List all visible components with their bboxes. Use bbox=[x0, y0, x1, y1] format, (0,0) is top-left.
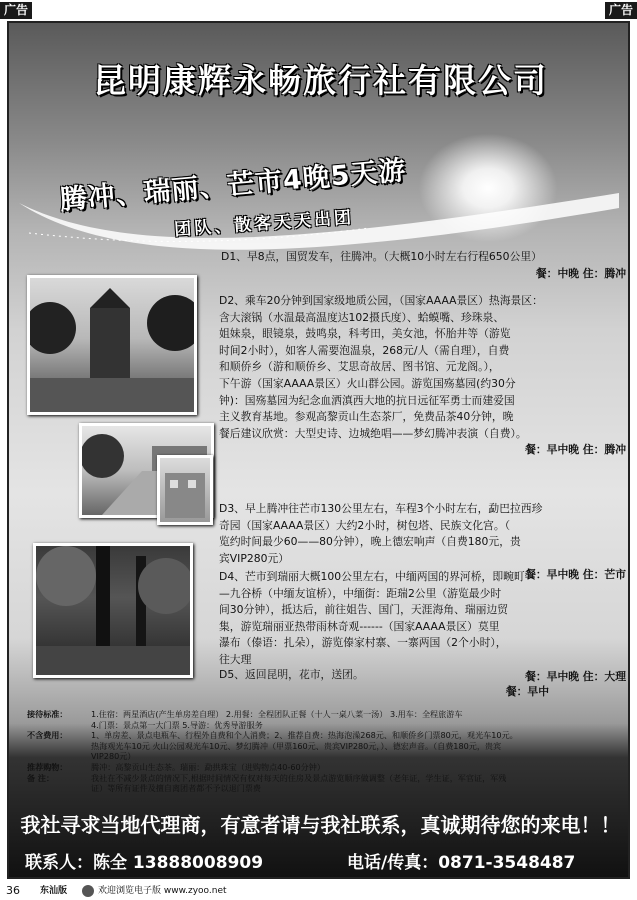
page-number: 36 bbox=[6, 884, 20, 897]
term-label: 接待标准： bbox=[27, 709, 68, 719]
term-row-shopping bbox=[27, 762, 627, 773]
term-line: 证）等所有证件及擅自离团者都不予以退门票费 bbox=[91, 783, 261, 794]
term-line: 我社在不减少景点的情况下,根据时间情况有权对每天的住房及景点游览顺序做调整（老年证，学生证，军官证，军残 bbox=[91, 772, 507, 783]
term-row-notes bbox=[27, 773, 627, 794]
day-2-line: 和顺侨乡（游和顺侨乡、艾思奇故居、图书馆、元龙阁。）， bbox=[219, 360, 500, 374]
day-4-line: 间30分钟），抵达后，前往姐告、国门，天涯海角、瑞丽边贸 bbox=[219, 603, 509, 617]
day-4-line: D4、芒市到瑞丽大概100公里左右，中缅两国的界河桥，即畹町— bbox=[219, 570, 536, 583]
day-4-line: 瀑布（傣语：扎朵），游览傣家村寨、一寨两国（2个小时）， bbox=[219, 636, 507, 650]
agent-recruitment-slogan: 我社寻求当地代理商，有意者请与我社联系，真诚期待您的来电！！ bbox=[20, 813, 621, 837]
contact-person: 联系人：陈全 13888008909 bbox=[25, 853, 264, 873]
term-line: 1.住宿：两星酒店(产生单房差自理） 2.用餐：全程团队正餐（十人一桌八菜一汤） 3.用车：全程旅游车 bbox=[91, 709, 463, 719]
day-3-line: 宾VIP280元） bbox=[219, 551, 290, 565]
advertisement-panel bbox=[7, 21, 630, 879]
tour-terms bbox=[27, 709, 627, 794]
day-3-line: 览约时间最少60——80分钟），晚上德宏响声（自费180元，贵 bbox=[219, 535, 521, 549]
day-2-line: D2、乘车20分钟到国家级地质公园，（国家AAAA景区）热海景区： bbox=[219, 294, 543, 307]
day-3-line: 奇园（国家AAAA景区）大约2小时，树包塔、民族文化宫。（ bbox=[219, 518, 511, 532]
day-1-line: D1、早8点，国贸发车，往腾冲。（大概10小时左右行程650公里） bbox=[221, 250, 542, 263]
day-4-line: —九谷桥（中缅友谊桥），中缅街：距瑞2公里（游览最少时 bbox=[219, 586, 502, 600]
itinerary-day-5 bbox=[219, 667, 549, 700]
page-footer bbox=[0, 882, 637, 900]
term-text bbox=[91, 773, 627, 794]
contact-phone-fax: 电话/传真：0871-3548487 bbox=[347, 853, 576, 873]
term-label: 备 注： bbox=[27, 772, 55, 783]
term-label: 不含费用： bbox=[27, 730, 68, 741]
day-3-line: D3、早上腾冲往芒市130公里左右，车程3个小时左右，勐巴拉西珍 bbox=[219, 502, 543, 515]
day-1-meals: 餐：中晚 住：腾冲 bbox=[535, 266, 626, 280]
day-5-line: D5、返回昆明，花市，送团。 bbox=[219, 668, 364, 681]
day-2-line: 时间2小时），如客人需要泡温泉，268元/人（需自理），自费 bbox=[219, 343, 510, 357]
term-text bbox=[91, 762, 627, 773]
term-line: 1、单房差、景点电瓶车、行程外自费和个人消费；2、推荐自费：热海泡澡268元、和顺侨乡门票80元，观光车10元。 bbox=[91, 730, 518, 741]
publication-logo-icon bbox=[82, 885, 94, 897]
contact-qq bbox=[414, 873, 566, 879]
itinerary-day-2 bbox=[219, 293, 626, 459]
photo-rainforest bbox=[33, 543, 193, 678]
day-2-line: 餐后建议欣赏：大型史诗、边城绝唱——梦幻腾冲表演（自费）。 bbox=[219, 426, 527, 440]
tour-subtitle: 团队、散客天天出团 bbox=[173, 207, 355, 241]
photo-temple bbox=[27, 275, 197, 415]
day-4-line: 集，游览瑞丽亚热带雨林奇观------（国家AAAA景区）莫里 bbox=[219, 619, 500, 633]
website-link[interactable]: 欢迎浏览电子版 www.zyoo.net bbox=[98, 886, 227, 896]
tour-route-title: 腾冲、瑞丽、芒市4晚5天游 bbox=[58, 154, 408, 217]
term-line: 热海观光车10元 火山公园观光车10元、梦幻腾冲（甲票160元、贵宾VIP280元，）、德宏声音。（自费180元，贵宾 bbox=[91, 740, 502, 751]
day-2-line: 钟)：国殇墓园为纪念血洒滇西大地的抗日远征军勇士而建爱国 bbox=[219, 393, 515, 407]
term-row-standards bbox=[27, 709, 627, 730]
ad-tag-right: 广告 bbox=[605, 2, 637, 19]
day-4-line: 往大理 bbox=[219, 652, 252, 666]
term-line: 4.门票：景点第一大门票 5.导游：优秀导游服务 bbox=[91, 719, 263, 730]
ad-tag-left: 广告 bbox=[0, 2, 32, 19]
day-2-line: 含大滚锅（水温最高温度达102摄氏度）、蛤蟆嘴、珍珠泉、 bbox=[219, 310, 505, 324]
day-2-line: 姐妹泉，眼镜泉，鼓鸣泉，科考田，美女池，怀胎井等（游览 bbox=[219, 327, 511, 341]
term-text bbox=[91, 730, 627, 762]
term-row-excluded bbox=[27, 730, 627, 762]
term-label: 推荐购物： bbox=[27, 761, 68, 772]
contact-dispatcher bbox=[25, 873, 259, 879]
day-4-meals: 餐：早中晚 住：大理 bbox=[525, 669, 626, 683]
term-text bbox=[91, 709, 627, 730]
day-2-line: 主义教育基地。参观高黎贡山生态茶厂，免费品茶40分钟，晚 bbox=[219, 410, 514, 424]
day-3-meals: 餐：早中晚 住：芒市 bbox=[525, 568, 626, 582]
term-line: 腾冲：高黎贡山生态茶。瑞丽：勐拱珠宝（进购物点40-60分钟） bbox=[91, 761, 325, 772]
photo-building bbox=[157, 455, 213, 525]
company-name: 昆明康辉永畅旅行社有限公司 bbox=[93, 61, 548, 100]
day-2-line: 下午游（国家AAAA景区）火山群公园。游览国殇墓园(约30分 bbox=[219, 376, 516, 390]
day-5-meals: 餐：早中 bbox=[505, 684, 549, 698]
edition-label: 东汕版 bbox=[40, 886, 68, 896]
term-line: VIP280元） bbox=[91, 751, 136, 762]
itinerary-day-1 bbox=[221, 249, 626, 282]
day-2-meals: 餐：早中晚 住：腾冲 bbox=[525, 443, 626, 457]
